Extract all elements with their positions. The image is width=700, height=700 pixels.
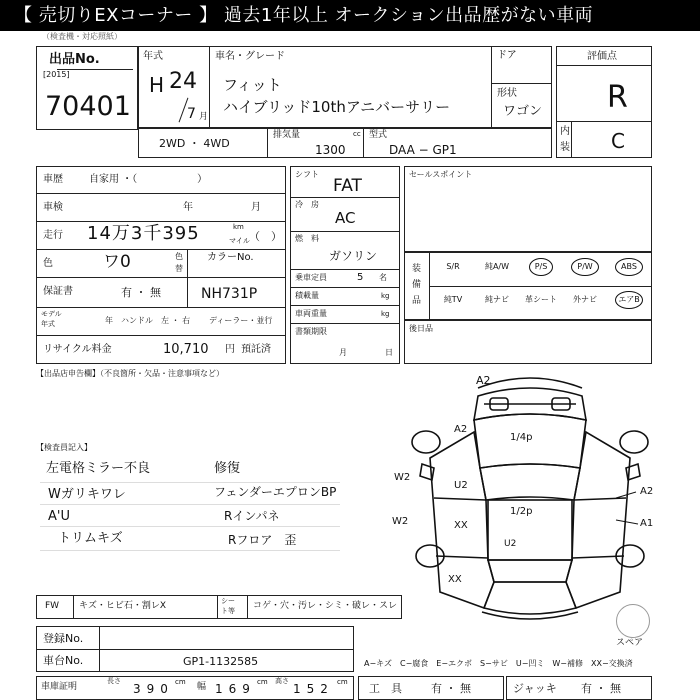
spec-table	[290, 166, 400, 364]
color-label2a: 色	[175, 252, 183, 261]
mileage-paren: （ ）	[249, 230, 282, 243]
fw-row	[36, 595, 402, 619]
sales-point-label: セールスポイント	[409, 170, 473, 179]
displacement-unit: cc	[353, 130, 361, 138]
mark-xx-rear: XX	[448, 574, 462, 585]
mileage-value: 14万3千395	[87, 223, 200, 244]
equip-label-3: 品	[412, 296, 422, 306]
year-era: H	[149, 73, 165, 97]
mark-a2-top: A2	[476, 374, 491, 387]
registration-month-unit: 月	[339, 348, 347, 357]
mark-w2-side: W2	[392, 516, 409, 527]
circle-abs	[615, 258, 643, 276]
warranty-label: 保証書	[43, 286, 73, 297]
mark-u2-rear: U2	[504, 539, 517, 549]
mark-a2-left-front: A2	[454, 424, 468, 435]
jack-options: 有 ・ 無	[581, 682, 621, 695]
model-year-label-1: モデル	[41, 310, 62, 318]
inspector-note-3: A'U	[48, 509, 70, 524]
history-label: 車歴	[43, 174, 63, 185]
load-unit: kg	[381, 292, 390, 300]
score-box	[556, 46, 652, 158]
displacement-value: 1300	[315, 143, 346, 157]
seat-text: コゲ・穴・汚レ・シミ・破レ・スレ	[253, 601, 398, 611]
year-month: 7	[187, 106, 196, 122]
equip-leather: 革シート	[525, 295, 557, 304]
width-value: 169	[215, 682, 256, 696]
circle-pw	[571, 258, 599, 276]
seller-note-label: 【出品店申告欄】（不良箇所・欠品・注意事項など）	[36, 369, 224, 378]
after-note-box	[404, 320, 652, 364]
lot-number: 70401	[45, 91, 131, 122]
vehicle-info-box	[138, 46, 552, 128]
mark-w2-mirror: W2	[394, 472, 411, 483]
model-year-unit: 年	[105, 316, 113, 325]
fuel-value: ガソリン	[329, 249, 378, 263]
ac-value: AC	[335, 209, 356, 227]
shape-value: ワゴン	[503, 104, 543, 119]
recycle-value: 10,710	[163, 342, 209, 357]
year-label: 年式	[143, 51, 163, 62]
mark-a2-right: A2	[640, 486, 654, 497]
registration-label: 書類期限	[295, 327, 327, 336]
weight-unit: kg	[381, 310, 390, 318]
inspector-note-6: フェンダーエプロンBP	[214, 485, 337, 499]
dims-box	[36, 676, 354, 700]
reg-box	[36, 626, 354, 672]
spare-tire-circle	[616, 604, 650, 638]
height-label: 高さ	[275, 677, 289, 685]
lot-label: 出品No.	[49, 52, 100, 67]
tools-box	[358, 676, 504, 700]
inspector-note-5: 修復	[214, 461, 241, 476]
history-options: 自家用 ・（ ）	[89, 174, 208, 185]
drive-text: 2WD ・ 4WD	[159, 137, 230, 150]
equip-sr: S/R	[446, 262, 460, 271]
banner-title: 【 売切りEXコーナー 】 過去1年以上 オークション出品歴がない車両	[0, 0, 700, 31]
color-value: ワ0	[103, 252, 131, 272]
drive-row	[138, 128, 552, 158]
fw-text: キズ・ヒビ石・割レX	[79, 601, 166, 611]
mileage-label: 走行	[43, 230, 63, 241]
capacity-label: 乗車定員	[295, 273, 327, 282]
chassis-label: 車台No.	[43, 654, 84, 667]
weight-label: 車両重量	[295, 309, 327, 318]
equip-ps: P/S	[534, 262, 548, 271]
mark-hood: 1/4p	[510, 432, 533, 443]
seat-label-1: シー	[221, 597, 235, 605]
inspector-note-1: 左電格ミラー不良	[46, 461, 151, 476]
shift-value: FAT	[333, 176, 362, 196]
recycle-label: リサイクル料金	[43, 344, 112, 355]
seat-label-2: ト等	[221, 607, 235, 615]
tools-label: 工 具	[369, 682, 402, 695]
load-label: 積載量	[295, 291, 319, 300]
after-note-label: 後日品	[409, 324, 433, 333]
jack-label: ジャッキ	[513, 682, 557, 695]
mark-xx-left: XX	[454, 520, 468, 531]
registration-day-unit: 日	[385, 348, 393, 357]
mileage-unit-km: km	[233, 223, 244, 231]
width-unit: cm	[257, 678, 268, 686]
subheading: （検査機・対応照紙）	[42, 32, 122, 41]
inspector-label: 【検査員記入】	[36, 443, 92, 452]
equip-navi: 純ナビ	[485, 295, 509, 304]
color-number: NH731P	[201, 286, 258, 302]
color-label2b: 替	[175, 264, 183, 273]
spare-label: スペア	[616, 638, 644, 648]
width-label: 幅	[197, 682, 207, 692]
tools-options: 有 ・ 無	[431, 682, 471, 695]
mark-roof: 1/2p	[510, 506, 533, 517]
inspector-note-8: Rフロア 歪	[228, 533, 297, 547]
car-name: フィット	[223, 76, 282, 94]
equipment-box	[404, 252, 652, 320]
dims-label: 車庫証明	[41, 682, 78, 692]
model-label: 型式	[369, 130, 388, 140]
recycle-unit: 円	[225, 344, 235, 355]
length-unit: cm	[175, 678, 186, 686]
equip-label-1: 装	[412, 264, 422, 274]
jack-box	[506, 676, 652, 700]
details-table	[36, 166, 286, 364]
color-no-label: カラーNo.	[207, 252, 254, 263]
inspection-month-unit: 月	[251, 202, 261, 213]
color-label: 色	[43, 258, 53, 269]
height-value: 152	[293, 682, 334, 696]
equip-pw: P/W	[577, 262, 593, 271]
car-grade: ハイブリッド10thアニバーサリー	[223, 98, 451, 116]
fuel-label: 燃 料	[295, 234, 319, 243]
year-month-unit: 月	[199, 112, 209, 122]
chassis-value: GP1-1132585	[183, 655, 259, 668]
fw-label: FW	[45, 601, 60, 611]
circle-airbag	[615, 291, 643, 309]
handle: ハンドル 左 ・ 右	[121, 316, 191, 325]
score-value: R	[607, 80, 628, 115]
year-value: 24	[169, 69, 197, 94]
name-label: 車名・グレード	[215, 51, 285, 62]
circle-ps	[529, 258, 553, 276]
equip-label-2: 備	[412, 280, 422, 290]
equip-airbag: エアB	[618, 295, 640, 304]
mileage-unit-mile: マイル	[229, 237, 250, 245]
inspector-note-4: トリムキズ	[58, 531, 123, 546]
equip-tv: 純TV	[443, 295, 463, 304]
mark-a1-right: A1	[640, 518, 654, 529]
dealer: ディーラー・並行	[209, 316, 273, 325]
displacement-label: 排気量	[273, 130, 301, 140]
recycle-note: 預託済	[241, 344, 271, 355]
equip-ext-navi: 外ナビ	[573, 295, 597, 304]
capacity-value: 5	[357, 272, 364, 283]
equip-alloy: 純A/W	[484, 262, 510, 271]
model-year-label-2: 年式	[41, 320, 55, 328]
warranty-options: 有 ・ 無	[121, 286, 161, 299]
length-value: 390	[133, 682, 174, 696]
shape-label: 形状	[497, 88, 517, 99]
shift-label: シフト	[295, 170, 319, 179]
ac-label: 冷 房	[295, 200, 319, 209]
inspection-year-unit: 年	[183, 202, 193, 213]
capacity-unit: 名	[379, 273, 387, 282]
interior-label-1: 内	[560, 126, 570, 137]
height-unit: cm	[337, 678, 348, 686]
inspection-label: 車検	[43, 202, 63, 213]
reg-label: 登録No.	[43, 632, 84, 645]
inspector-note-2: Wガリキワレ	[48, 487, 126, 502]
car-damage-diagram	[392, 368, 660, 636]
length-label: 長さ	[107, 677, 121, 685]
damage-legend: A−キズ C−腐食 E−エクボ S−サビ U−凹ミ W−補修 XX−交換済	[364, 659, 633, 668]
sales-point-box	[404, 166, 652, 252]
equip-abs: ABS	[621, 262, 637, 271]
door-label: ドア	[497, 50, 517, 61]
inspector-note-7: Rインパネ	[224, 509, 280, 523]
score-label: 評価点	[587, 51, 617, 62]
interior-value: C	[611, 129, 625, 153]
lot-box	[36, 46, 138, 130]
interior-label-2: 装	[560, 142, 570, 153]
lot-year-tag: [2015]	[43, 70, 70, 79]
model-value: DAA − GP1	[389, 143, 457, 157]
mark-u2-left: U2	[454, 480, 468, 491]
